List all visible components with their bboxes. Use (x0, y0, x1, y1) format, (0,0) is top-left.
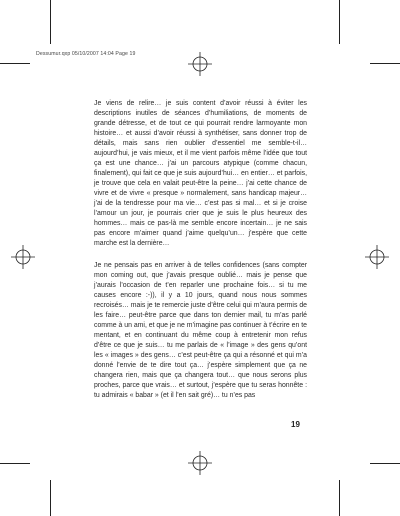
registration-mark-right (365, 245, 389, 269)
body-paragraph: Je viens de relire… je suis content d’avoir réussi à éviter les descriptions inutiles de séances d’humiliations, de moments de grande détresse, et de tout ce qui pourrait rendre larmoyante mon histoire… et aussi d’avoir réussi à synthétiser, sans donner trop de détails, mais sans rien oublier d’essentiel me semble-t-il… aujourd’hui, je vais mieux, et il me vient parfois même l’idée que tout ça est une chance… j’ai un parcours atypique (comme chacun, finalement), qui fait ce que je suis aujourd’hui… en entier… et parfois, je trouve que cela en valait peut-être la peine… j’ai cette chance de vivre et de vivre « presque » normalement, sans handicap majeur… j’ai de la tendresse pour ma vie… c’est pas si mal… et si je croise l’amour un jour, je pourrais crier que je suis le plus heureux des hommes… mais ce pas-là me semble encore incertain… je ne sais pas encore m’aimer quand j’aime quelqu’un… j’espère que cette marche est la dernière… (94, 100, 307, 247)
body-paragraph: Je ne pensais pas en arriver à de telles confidences (sans compter mon coming out, que j’avais presque oublié… mais je pense que j’aurais l’occasion de t’en reparler une prochaine fois… si tu me causes encore :-)), il y a 10 jours, quand nous nous sommes recroisés… mais je te remercie juste d’être celui qui m’aura permis de les faire… peut-être parce que dans ton dernier mail, tu m’as parlé comme à un ami, et que je ne m’imagine pas continuer à t’écrire en te mentant, et en continuant du même coup à entretenir mon refus d’être ce que je suis… tu me parlais de « l’image » des gens qu’ont les « images » des gens… c’est peut-être ça qui a résonné et qui m’a donné l’envie de te dire tout ça… j’espère simplement que ça ne changera rien, mais que ça changera tout… que nous serons plus proches, parce que vrais… et surtout, j’espère que tu seras honnête : tu admirais « babar » (et il l’en sait gré)… tu n’es pas (94, 262, 307, 399)
registration-mark-bottom (188, 451, 212, 475)
registration-mark-left (11, 245, 35, 269)
slug-line: Dessumur.qxp 05/10/2007 14:04 Page 19 (36, 51, 136, 57)
registration-mark-top (188, 52, 212, 76)
page-number: 19 (291, 420, 300, 429)
